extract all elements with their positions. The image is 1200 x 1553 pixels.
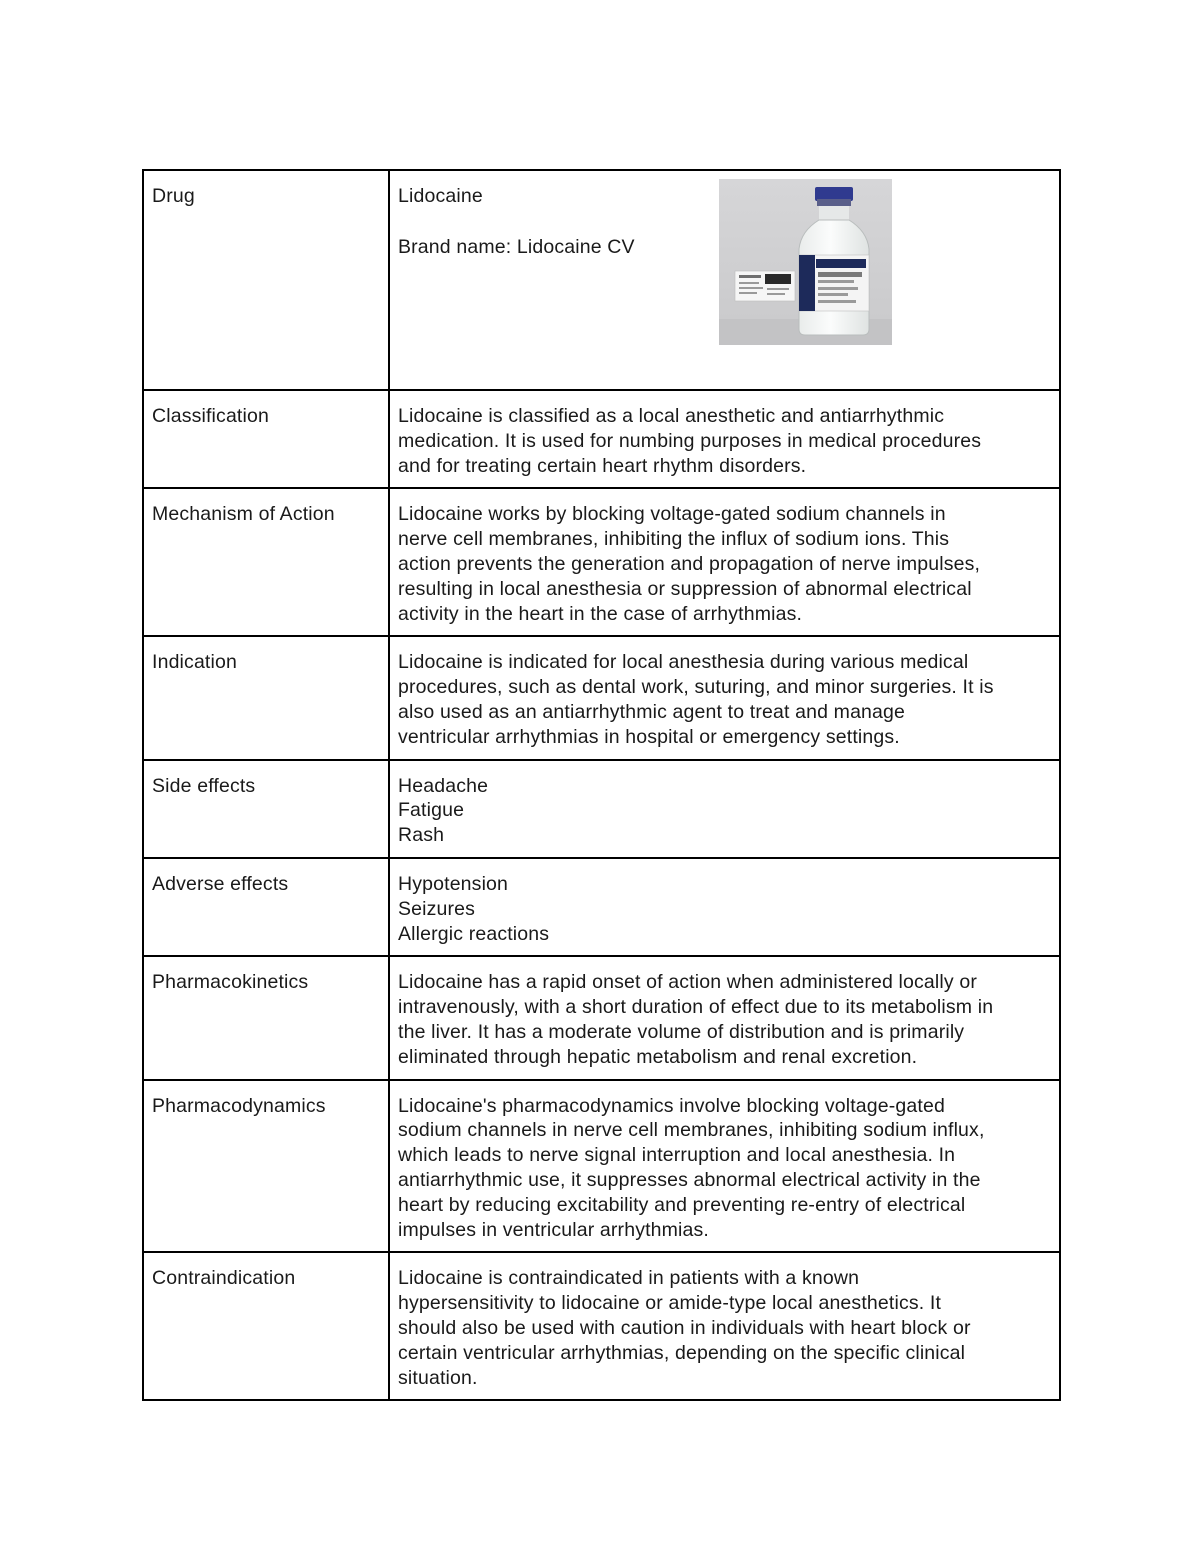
list-item: Hypotension <box>398 872 509 895</box>
text-line: resulting in local anesthesia or suppression of abnormal electrical <box>398 577 972 600</box>
text-line: antiarrhythmic use, it suppresses abnormal electrical activity in the <box>398 1168 981 1191</box>
pharmacodynamics-text <box>389 1080 1060 1253</box>
brand-name: Brand name: Lidocaine CV <box>398 235 635 258</box>
indication-text <box>389 636 1060 759</box>
text-line: sodium channels in nerve cell membranes, inhibiting sodium influx, <box>398 1119 985 1142</box>
row-label-pharmacodynamics: Pharmacodynamics <box>143 1080 389 1253</box>
text-line: procedures, such as dental work, suturing, and minor surgeries. It is <box>398 676 994 699</box>
text-line: Lidocaine is contraindicated in patients with a known <box>398 1267 860 1290</box>
text-line: Lidocaine is classified as a local anesthetic and antiarrhythmic <box>398 405 945 427</box>
text-line: Lidocaine is indicated for local anesthesia during various medical <box>398 651 969 674</box>
text-line: intravenously, with a short duration of effect due to its metabolism in <box>398 996 994 1019</box>
text-line: activity in the heart in the case of arrhythmias. <box>398 602 803 625</box>
text-line: certain ventricular arrhythmias, depending on the specific clinical <box>398 1341 966 1364</box>
text-line: ventricular arrhythmias in hospital or emergency settings. <box>398 725 900 748</box>
text-line: Lidocaine's pharmacodynamics involve blocking voltage-gated <box>398 1094 945 1117</box>
row-label-indication: Indication <box>143 636 389 759</box>
table-row-classification <box>143 390 1060 488</box>
text-line: and for treating certain heart rhythm disorders. <box>398 454 807 477</box>
row-label-adverse-effects: Adverse effects <box>143 858 389 956</box>
table-row-indication <box>143 636 1060 759</box>
table-row-drug <box>143 170 1060 390</box>
list-item: Headache <box>398 774 489 797</box>
row-label-pharmacokinetics: Pharmacokinetics <box>143 956 389 1079</box>
side-effects-list <box>389 760 1060 858</box>
drug-name: Lidocaine <box>398 185 483 207</box>
table-row-mechanism <box>143 488 1060 636</box>
classification-text <box>389 390 1060 488</box>
table-row-pharmacokinetics <box>143 956 1060 1079</box>
text-line: action prevents the generation and propagation of nerve impulses, <box>398 552 981 575</box>
contraindication-text <box>389 1252 1060 1400</box>
drug-info-table <box>142 169 1061 1401</box>
text-line: situation. <box>398 1366 478 1389</box>
row-label-classification: Classification <box>143 390 389 488</box>
list-item: Allergic reactions <box>398 922 550 945</box>
text-line: should also be used with caution in individuals with heart block or <box>398 1316 971 1339</box>
text-line: impulses in ventricular arrhythmias. <box>398 1218 710 1241</box>
text-line: which leads to nerve signal interruption and local anesthesia. In <box>398 1144 956 1167</box>
row-label-side-effects: Side effects <box>143 760 389 858</box>
text-line: eliminated through hepatic metabolism and renal excretion. <box>398 1045 918 1068</box>
text-line: nerve cell membranes, inhibiting the influx of sodium ions. This <box>398 528 950 551</box>
text-line: heart by reducing excitability and preventing re-entry of electrical <box>398 1193 966 1216</box>
list-item: Fatigue <box>398 799 465 822</box>
row-label-drug: Drug <box>143 170 389 390</box>
mechanism-text <box>389 488 1060 636</box>
table-row-side-effects <box>143 760 1060 858</box>
adverse-effects-list <box>389 858 1060 956</box>
text-line: medication. It is used for numbing purposes in medical procedures <box>398 429 982 452</box>
text-line: hypersensitivity to lidocaine or amide-type local anesthetics. It <box>398 1292 942 1315</box>
table-row-contraindication <box>143 1252 1060 1400</box>
text-line: Lidocaine works by blocking voltage-gated sodium channels in <box>398 503 946 526</box>
table-row-pharmacodynamics <box>143 1080 1060 1253</box>
list-item: Seizures <box>398 897 476 920</box>
lidocaine-vial-image <box>719 179 892 345</box>
text-line: Lidocaine has a rapid onset of action when administered locally or <box>398 971 977 994</box>
text-line: also used as an antiarrhythmic agent to treat and manage <box>398 700 906 723</box>
drug-value-cell <box>389 170 1060 390</box>
pharmacokinetics-text <box>389 956 1060 1079</box>
table-row-adverse-effects <box>143 858 1060 956</box>
text-line: the liver. It has a moderate volume of distribution and is primarily <box>398 1020 965 1043</box>
list-item: Rash <box>398 824 445 847</box>
row-label-mechanism: Mechanism of Action <box>143 488 389 636</box>
row-label-contraindication: Contraindication <box>143 1252 389 1400</box>
vial-cap <box>815 187 853 201</box>
